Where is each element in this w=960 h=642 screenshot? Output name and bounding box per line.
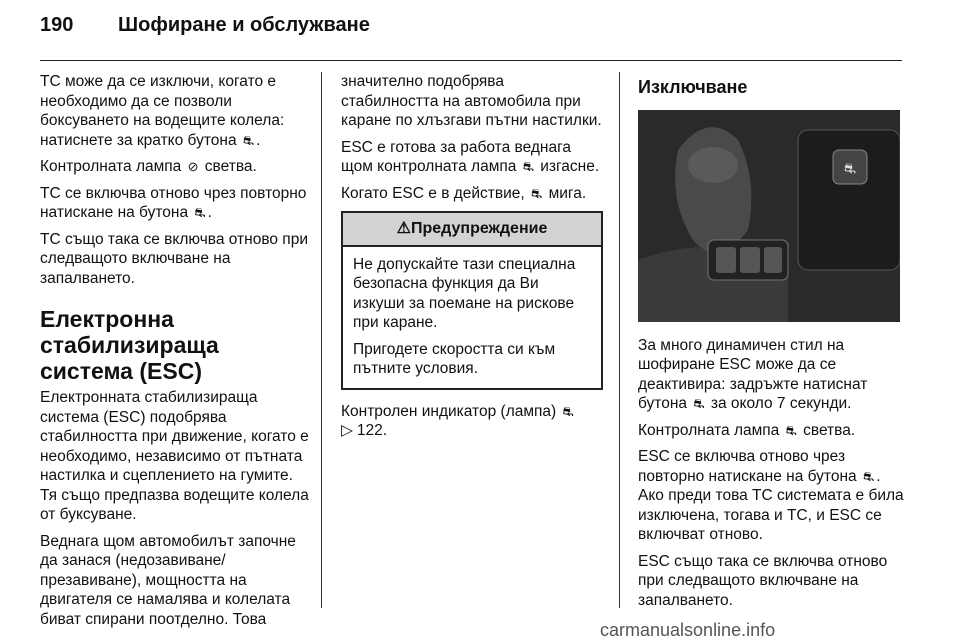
paragraph: Контролен индикатор (лампа) ⛐ ▷ 122.	[341, 402, 574, 439]
paragraph: TC може да се изключи, когато е необходимо да се позволи боксуването на водещите колела: натиснете за кратко бутона ⛐ .	[40, 73, 285, 149]
paragraph: За много динамичен стил на шофиране ESC може да се деактивира: задръжте натиснат бутона ⛐ за около 7 секунди.	[638, 336, 868, 412]
page-header	[0, 0, 960, 56]
esc-button-icon: ⛐	[531, 185, 543, 201]
column-divider	[321, 72, 322, 608]
esc-off-lamp-icon: ⛐	[785, 422, 797, 438]
warning-box	[341, 211, 603, 390]
section-heading: Електронна стабилизираща система (ESC)	[40, 306, 219, 384]
esc-button-icon: ⛐	[862, 468, 875, 484]
esc-button-icon: ⛐	[522, 159, 534, 174]
paragraph: Контролната лампа ⊘ светва.	[40, 158, 257, 175]
paragraph: TC се включва отново чрез повторно натискане на бутона ⛐ .	[40, 184, 307, 221]
paragraph: TC също така се включва отново при следващото включване на запалването.	[40, 230, 308, 287]
paragraph: Контролната лампа ⛐ светва.	[638, 421, 856, 439]
esc-button-icon: ⛐	[562, 403, 574, 419]
tc-off-lamp-icon: ⊘	[187, 159, 199, 174]
watermark: carmanualsonline.info	[600, 620, 776, 640]
page-number: 190	[40, 14, 74, 36]
esc-button-photo	[638, 110, 900, 322]
paragraph: ESC се включва отново чрез повторно натискане на бутона ⛐ . Ако преди това TC системата е била изключена, тогава и TC, и ESC се включват отново.	[638, 448, 904, 543]
esc-button-icon: ⛐	[693, 396, 705, 411]
column-divider	[619, 72, 620, 608]
header-rule	[40, 60, 902, 61]
paragraph: Когато ESC е в действие, ⛐ мига.	[341, 184, 587, 202]
paragraph: Пригодете скоростта си към пътните условия.	[353, 340, 556, 377]
section-heading: Изключване	[638, 77, 748, 97]
esc-button-icon: ⛐	[242, 132, 255, 148]
console-illustration	[638, 110, 900, 322]
svg-text:⛐: ⛐	[843, 160, 857, 177]
paragraph: Електронната стабилизираща система (ESC) подобрява стабилността при движение, когато е необходимо, независимо от пътната настилка и сцеплението на гумите. Тя също предпазва водещите колела от буксуване.	[40, 389, 309, 523]
esc-button-icon: ⛐	[194, 205, 206, 220]
page-reference-icon: ▷	[341, 422, 353, 439]
column-3	[638, 72, 906, 617]
warning-triangle-icon: ⚠	[396, 220, 411, 237]
paragraph: Не допускайте тази специална безопасна функция да Ви изкуши за поемане на рискове при каране.	[353, 255, 576, 331]
warning-body	[343, 247, 601, 388]
page-reference[interactable]: 122.	[356, 422, 388, 439]
chapter-title: Шофиране и обслужване	[118, 14, 370, 36]
paragraph: ESC също така се включва отново при следващото включване на запалването.	[638, 552, 888, 609]
column-2	[341, 72, 603, 448]
warning-header: ⚠Предупреждение	[343, 213, 601, 247]
paragraph: Веднага щом автомобилът започне да занася (недозавиване/презавиване), мощността на двигателя се намалява и колелата биват спирани поотделно. Това	[40, 532, 296, 628]
paragraph: ESC е готова за работа веднага щом контролната лампа ⛐ изгасне.	[341, 138, 600, 175]
paragraph: значително подобрява стабилността на автомобила при каране по хлъзгави пътни настилки.	[341, 73, 602, 129]
column-1	[40, 72, 312, 636]
